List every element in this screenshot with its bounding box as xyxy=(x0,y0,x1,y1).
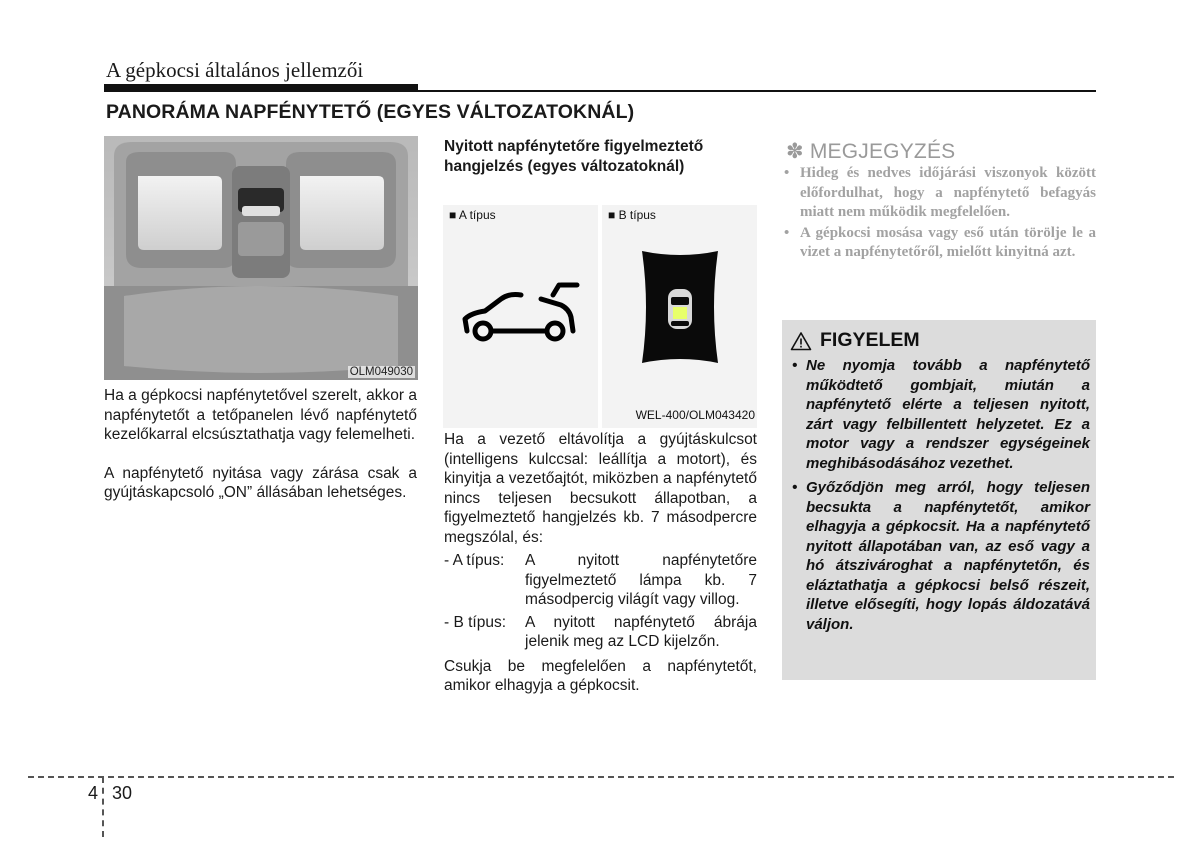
footer-rule xyxy=(28,776,1174,778)
list-text-type-a: A nyitott napfénytetőre figyelmeztető lámpa kb. 7 másodpercig világít vagy villog. xyxy=(525,552,757,608)
indicator-figure xyxy=(443,205,757,428)
bullet-icon: • xyxy=(784,224,790,241)
overhead-console-photo xyxy=(104,136,418,380)
page-number: 30 xyxy=(112,783,133,803)
section-header: A gépkocsi általános jellemzői xyxy=(106,58,364,82)
warning-item-text: Ne nyomja tovább a napfénytető működtető gombjait, miután a napfénytető elérte a teljesen nyitott, zárt vagy felbillentett helyzetet. Ez a motor vagy a rendszer egységeinek meghibásodásához vezethet. xyxy=(806,357,1090,472)
page-title: PANORÁMA NAPFÉNYTETŐ (EGYES VÁLTOZATOKNÁL) xyxy=(106,101,635,123)
warning-title: FIGYELEM xyxy=(820,329,920,351)
list-key-type-b: - B típus: xyxy=(444,613,507,631)
intro-text xyxy=(104,386,417,503)
note-list xyxy=(784,164,1096,263)
closing-paragraph: Csukja be megfelelően a napfénytetőt, amikor elhagyja a gépkocsit. xyxy=(444,657,757,694)
type-b-panel xyxy=(602,205,757,428)
footer-divider xyxy=(102,777,104,837)
warning-triangle-icon xyxy=(790,331,812,351)
warning-item-text: Győződjön meg arról, hogy teljesen becsukta a napfénytetőt, amikor elhagyja a gépkocsit. Ha a napfénytető nyitott állapotában van, az eső vagy a hó átszivároghat a napfénytetőn, és eláztathatja a gépkocsi belső részeit, illetve elősegíti, hogy lopás áldozatává váljon. xyxy=(806,479,1090,633)
open-sunroof-car-icon xyxy=(457,281,587,351)
warning-box xyxy=(782,320,1096,680)
type-b-label: ■ B típus xyxy=(608,208,656,222)
warning-item xyxy=(792,356,1090,473)
overhead-console-illustration xyxy=(104,136,418,380)
list-text-type-b: A nyitott napfénytető ábrája jelenik meg az LCD kijelzőn. xyxy=(525,613,757,650)
bullet-icon: • xyxy=(784,165,790,181)
chapter-number: 4 xyxy=(88,783,99,803)
note-item xyxy=(784,224,1096,263)
note-item-text: Hideg és nedves időjárási viszonyok között előfordulhat, hogy a napfénytető befagyás miatt nem működik megfelelően. xyxy=(800,165,1096,220)
list-item-type-b xyxy=(444,613,757,652)
bullet-icon: • xyxy=(792,479,798,496)
intro-paragraph-2: A napfénytető nyitása vagy zárása csak a gyújtáskapcsoló „ON” állásában lehetséges. xyxy=(104,464,417,501)
header-rule xyxy=(104,90,1096,92)
type-a-panel xyxy=(443,205,598,428)
intro-paragraph-1: Ha a gépkocsi napfénytetővel szerelt, akkor a napfénytetőt a tetőpanelen lévő napfénytető kezelőkarral elcsúsztathatja vagy felemelheti. xyxy=(104,387,417,443)
chime-description xyxy=(444,430,757,696)
warning-header xyxy=(790,329,920,352)
warning-chime-subheading: Nyitott napfénytetőre figyelmeztető hangjelzés (egyes változatoknál) xyxy=(444,138,704,175)
figure-caption: WEL-400/OLM043420 xyxy=(635,408,755,422)
note-title: ✽ MEGJEGYZÉS xyxy=(786,140,956,163)
photo-caption: OLM049030 xyxy=(349,366,413,378)
lcd-display-sunroof-icon xyxy=(638,245,722,369)
note-item xyxy=(784,164,1096,223)
chime-intro-paragraph: Ha a vezető eltávolítja a gyújtáskulcsot (intelligens kulccsal: leállítja a motort), és kinyitja a vezetőajtót, miközben a napfénytető nincs teljesen becsukott állapotban, a figyelmeztető hangjelzés kb. 7 másodpercre megszólal, és: xyxy=(444,431,757,546)
note-item-text: A gépkocsi mosása vagy eső után törölje le a vizet a napfénytetőről, mielőtt kinyitná azt. xyxy=(800,224,1096,260)
warning-list xyxy=(792,356,1090,634)
list-item-type-a xyxy=(444,551,757,610)
warning-item xyxy=(792,478,1090,634)
type-a-label: ■ A típus xyxy=(449,208,496,222)
list-key-type-a: - A típus: xyxy=(444,552,505,569)
bullet-icon: • xyxy=(792,357,798,374)
